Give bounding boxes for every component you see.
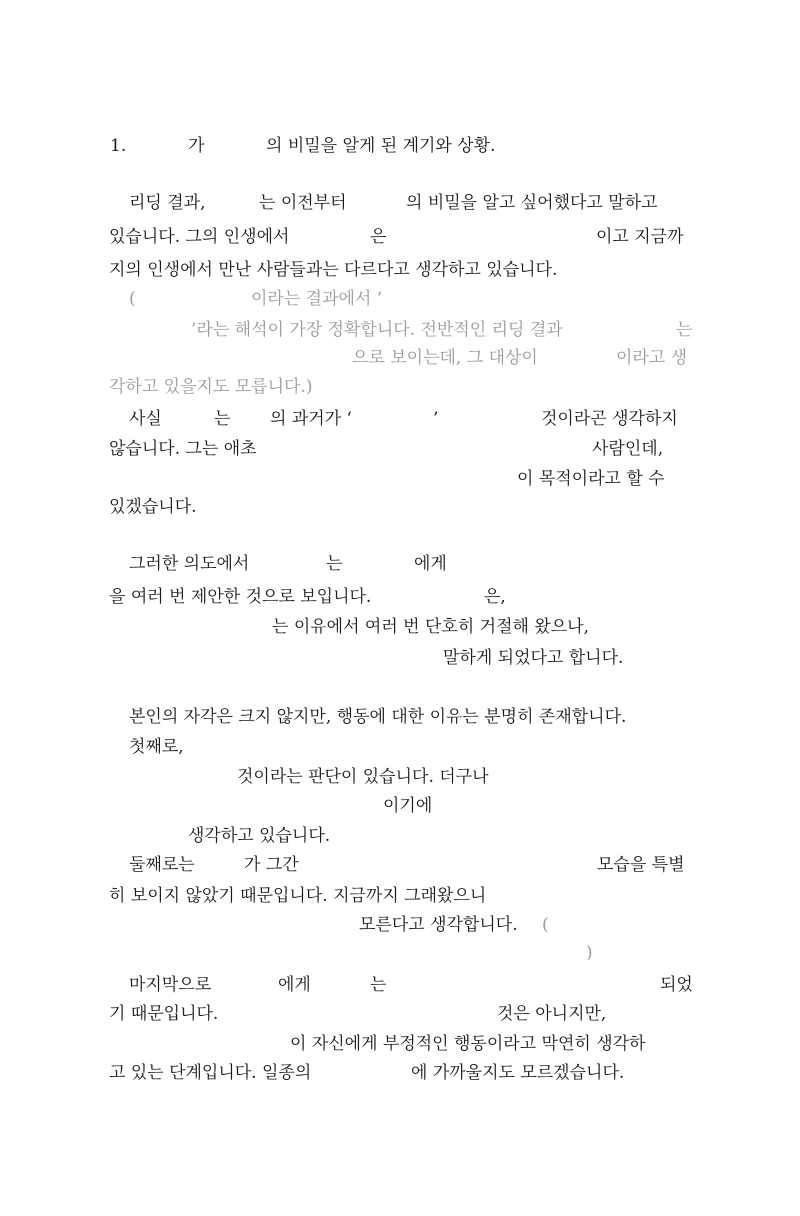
paragraph-text: 모습을 특별 — [597, 855, 685, 875]
paragraph-text: 을 여러 번 제안한 것으로 보입니다. — [109, 587, 372, 607]
note-text: ( — [129, 289, 136, 309]
paragraph-text: 모른다고 생각합니다. — [359, 915, 518, 935]
note-text: 이라는 결과에서 ‘ — [251, 289, 383, 309]
note-text: 각하고 있을지도 모릅니다.) — [109, 377, 313, 397]
paragraph-text: 사람인데, — [592, 439, 664, 459]
paragraph-text: 말하게 되었다고 합니다. — [443, 648, 624, 668]
paragraph-text: 것이라곤 생각하지 — [541, 409, 678, 429]
paragraph-text: 가 그간 — [244, 855, 299, 875]
paragraph-text: 이 목적이라고 할 수 — [517, 469, 665, 489]
paragraph-text: 마지막으로 — [129, 975, 212, 995]
paragraph-text: 둘째로는 — [129, 855, 195, 875]
paragraph-text: 는 — [214, 409, 231, 429]
paragraph-text: 에게 — [414, 554, 447, 574]
paragraph-text: 지의 인생에서 만난 사람들과는 다르다고 생각하고 있습니다. — [109, 260, 558, 280]
paragraph-text: 것은 아니지만, — [497, 1004, 607, 1024]
paragraph-text: 있겠습니다. — [109, 497, 197, 517]
paragraph-text: 은, — [484, 587, 506, 607]
note-text: 는 — [676, 320, 693, 340]
paragraph-text: 본인의 자각은 크지 않지만, 행동에 대한 이유는 분명히 존재합니다. — [129, 707, 627, 727]
paragraph-text: 는 이유에서 여러 번 단호히 거절해 왔으나, — [272, 617, 590, 637]
paragraph-text: 는 — [370, 975, 387, 995]
paragraph-text: 첫째로, — [129, 737, 184, 757]
note-text: ( — [542, 915, 549, 935]
paragraph-text: 않습니다. 그는 애초 — [109, 439, 257, 459]
heading-text: 의 비밀을 알게 된 계기와 상황. — [266, 136, 496, 156]
note-text: 으로 보이는데, 그 대상이 — [352, 348, 538, 368]
paragraph-text: 리딩 결과, — [129, 193, 206, 213]
paragraph-text: 기 때문입니다. — [109, 1004, 219, 1024]
paragraph-text: 생각하고 있습니다. — [188, 826, 331, 846]
paragraph-text: 이 자신에게 부정적인 행동이라고 막연히 생각하 — [290, 1034, 646, 1054]
note-text: ) — [586, 943, 593, 963]
paragraph-text: 이기에 — [383, 796, 433, 816]
paragraph-text: ’ — [433, 409, 439, 429]
paragraph-text: 고 있는 단계입니다. 일종의 — [109, 1063, 312, 1083]
paragraph-text: 은 — [370, 227, 387, 247]
heading-number: 1. — [110, 136, 127, 156]
paragraph-text: 이고 지금까 — [596, 227, 684, 247]
paragraph-text: 의 과거가 ‘ — [270, 409, 352, 429]
paragraph-text: 사실 — [129, 409, 162, 429]
paragraph-text: 에 가까울지도 모르겠습니다. — [411, 1063, 625, 1083]
paragraph-text: 되었 — [660, 975, 693, 995]
paragraph-text: 의 비밀을 알고 싶어했다고 말하고 — [406, 193, 658, 213]
paragraph-text: 것이라는 판단이 있습니다. 더구나 — [237, 767, 489, 787]
paragraph-text: 에게 — [278, 975, 311, 995]
paragraph-text: 는 — [326, 554, 343, 574]
note-text: 이라고 생 — [616, 348, 688, 368]
paragraph-text: 있습니다. 그의 인생에서 — [109, 227, 290, 247]
paragraph-text: 히 보이지 않았기 때문입니다. 지금까지 그래왔으니 — [109, 886, 487, 906]
heading-text: 가 — [188, 136, 205, 156]
note-text: ’라는 해석이 가장 정확합니다. 전반적인 리딩 결과 — [191, 320, 563, 340]
paragraph-text: 그러한 의도에서 — [129, 554, 250, 574]
paragraph-text: 는 이전부터 — [259, 193, 347, 213]
